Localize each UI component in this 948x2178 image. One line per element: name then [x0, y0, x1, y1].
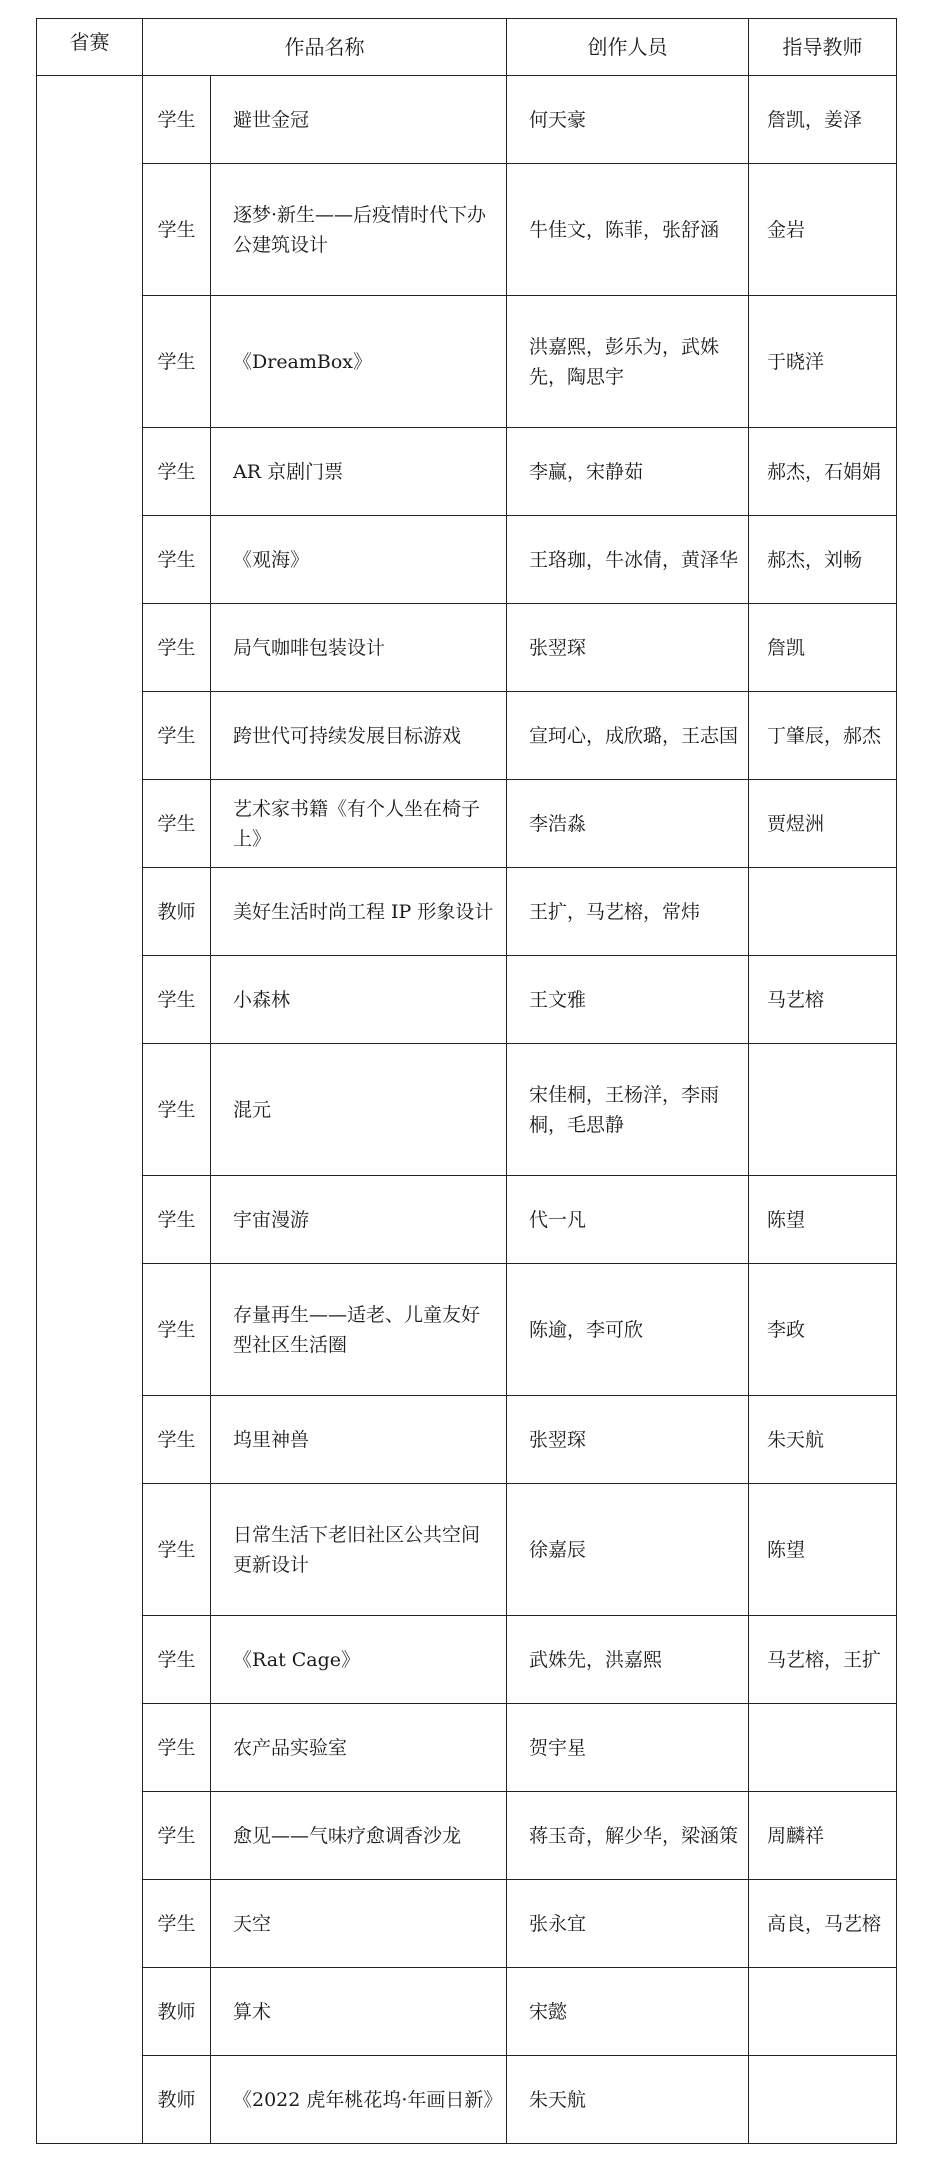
table-row: [37, 1484, 897, 1616]
title-cell: 混元: [211, 1044, 507, 1176]
title-cell: 存量再生——适老、儿童友好型社区生活圈: [211, 1264, 507, 1396]
table-header-row: [37, 19, 897, 76]
title-cell: AR 京剧门票: [211, 428, 507, 516]
table-row: [37, 296, 897, 428]
advisor-cell: 于晓洋: [749, 296, 897, 428]
title-cell: 《DreamBox》: [211, 296, 507, 428]
advisor-cell: 李政: [749, 1264, 897, 1396]
advisor-cell: [749, 1044, 897, 1176]
authors-cell: 宋懿: [507, 1968, 749, 2056]
table-row: [37, 1880, 897, 1968]
advisor-cell: 郝杰，刘畅: [749, 516, 897, 604]
advisor-cell: 金岩: [749, 164, 897, 296]
advisor-cell: 马艺榕，王扩: [749, 1616, 897, 1704]
authors-cell: 张永宜: [507, 1880, 749, 1968]
authors-cell: 武姝先，洪嘉熙: [507, 1616, 749, 1704]
table-row: [37, 1264, 897, 1396]
authors-cell: 李浩淼: [507, 780, 749, 868]
table-row: [37, 1792, 897, 1880]
title-cell: 逐梦·新生——后疫情时代下办公建筑设计: [211, 164, 507, 296]
title-cell: 艺术家书籍《有个人坐在椅子上》: [211, 780, 507, 868]
table-body: [37, 76, 897, 2144]
authors-cell: 王扩，马艺榕，常炜: [507, 868, 749, 956]
title-cell: 小森林: [211, 956, 507, 1044]
advisor-cell: 高良，马艺榕: [749, 1880, 897, 1968]
advisor-cell: 马艺榕: [749, 956, 897, 1044]
authors-cell: 朱天航: [507, 2056, 749, 2144]
title-cell: 天空: [211, 1880, 507, 1968]
table-row: [37, 1616, 897, 1704]
category-cell: 学生: [143, 428, 211, 516]
category-cell: 学生: [143, 1792, 211, 1880]
title-cell: 农产品实验室: [211, 1704, 507, 1792]
authors-cell: 何天豪: [507, 76, 749, 164]
advisor-header: 指导教师: [749, 19, 897, 76]
title-cell: 《观海》: [211, 516, 507, 604]
table-row: [37, 604, 897, 692]
authors-cell: 徐嘉辰: [507, 1484, 749, 1616]
authors-cell: 牛佳文，陈菲，张舒涵: [507, 164, 749, 296]
table-row: [37, 1704, 897, 1792]
category-cell: 学生: [143, 780, 211, 868]
advisor-cell: 詹凯: [749, 604, 897, 692]
category-cell: 学生: [143, 1484, 211, 1616]
table-row: [37, 868, 897, 956]
table-row: [37, 1044, 897, 1176]
advisor-cell: [749, 1968, 897, 2056]
authors-cell: 陈逾，李可欣: [507, 1264, 749, 1396]
table-row: [37, 2056, 897, 2144]
title-cell: 《2022 虎年桃花坞·年画日新》: [211, 2056, 507, 2144]
authors-cell: 李赢，宋静茹: [507, 428, 749, 516]
category-cell: 学生: [143, 1616, 211, 1704]
authors-cell: 张翌琛: [507, 1396, 749, 1484]
authors-cell: 洪嘉熙，彭乐为，武姝先，陶思宇: [507, 296, 749, 428]
table-row: [37, 956, 897, 1044]
authors-cell: 蒋玉奇，解少华，梁涵策: [507, 1792, 749, 1880]
table-row: [37, 428, 897, 516]
title-cell: 避世金冠: [211, 76, 507, 164]
advisor-cell: [749, 1704, 897, 1792]
title-cell: 愈见——气味疗愈调香沙龙: [211, 1792, 507, 1880]
advisor-cell: 朱天航: [749, 1396, 897, 1484]
table-row: [37, 692, 897, 780]
authors-cell: 代一凡: [507, 1176, 749, 1264]
authors-cell: 宋佳桐，王杨洋，李雨桐，毛思静: [507, 1044, 749, 1176]
title-cell: 局气咖啡包装设计: [211, 604, 507, 692]
title-cell: 坞里神兽: [211, 1396, 507, 1484]
category-cell: 学生: [143, 1264, 211, 1396]
province-column-cell: [37, 76, 143, 2144]
advisor-cell: 贾煜洲: [749, 780, 897, 868]
authors-cell: 宣珂心，成欣璐，王志国: [507, 692, 749, 780]
title-cell: 日常生活下老旧社区公共空间更新设计: [211, 1484, 507, 1616]
title-cell: 跨世代可持续发展目标游戏: [211, 692, 507, 780]
category-cell: 学生: [143, 1044, 211, 1176]
award-table-sheet: [36, 18, 896, 2146]
authors-cell: 贺宇星: [507, 1704, 749, 1792]
table-row: [37, 516, 897, 604]
authors-cell: 王文雅: [507, 956, 749, 1044]
authors-header: 创作人员: [507, 19, 749, 76]
advisor-cell: 郝杰，石娟娟: [749, 428, 897, 516]
advisor-cell: 詹凯，姜泽: [749, 76, 897, 164]
authors-cell: 王珞珈，牛冰倩，黄泽华: [507, 516, 749, 604]
category-cell: 学生: [143, 1704, 211, 1792]
category-cell: 教师: [143, 1968, 211, 2056]
category-cell: 学生: [143, 692, 211, 780]
table-row: [37, 164, 897, 296]
advisor-cell: 陈望: [749, 1176, 897, 1264]
category-cell: 教师: [143, 868, 211, 956]
category-cell: 学生: [143, 1880, 211, 1968]
advisor-cell: 周麟祥: [749, 1792, 897, 1880]
table-row: [37, 1968, 897, 2056]
award-table: [36, 18, 897, 2144]
table-row: [37, 1176, 897, 1264]
title-header: 作品名称: [143, 19, 507, 76]
advisor-cell: [749, 868, 897, 956]
table-row: [37, 1396, 897, 1484]
table-row: [37, 76, 897, 164]
table-row: [37, 780, 897, 868]
category-cell: 学生: [143, 516, 211, 604]
province-header: 省赛: [37, 19, 143, 76]
title-cell: 宇宙漫游: [211, 1176, 507, 1264]
title-cell: 《Rat Cage》: [211, 1616, 507, 1704]
category-cell: 学生: [143, 76, 211, 164]
title-cell: 美好生活时尚工程 IP 形象设计: [211, 868, 507, 956]
category-cell: 学生: [143, 956, 211, 1044]
authors-cell: 张翌琛: [507, 604, 749, 692]
category-cell: 学生: [143, 164, 211, 296]
category-cell: 学生: [143, 1176, 211, 1264]
category-cell: 学生: [143, 604, 211, 692]
advisor-cell: 陈望: [749, 1484, 897, 1616]
title-cell: 算术: [211, 1968, 507, 2056]
advisor-cell: [749, 2056, 897, 2144]
advisor-cell: 丁肇辰，郝杰: [749, 692, 897, 780]
category-cell: 教师: [143, 2056, 211, 2144]
category-cell: 学生: [143, 1396, 211, 1484]
category-cell: 学生: [143, 296, 211, 428]
